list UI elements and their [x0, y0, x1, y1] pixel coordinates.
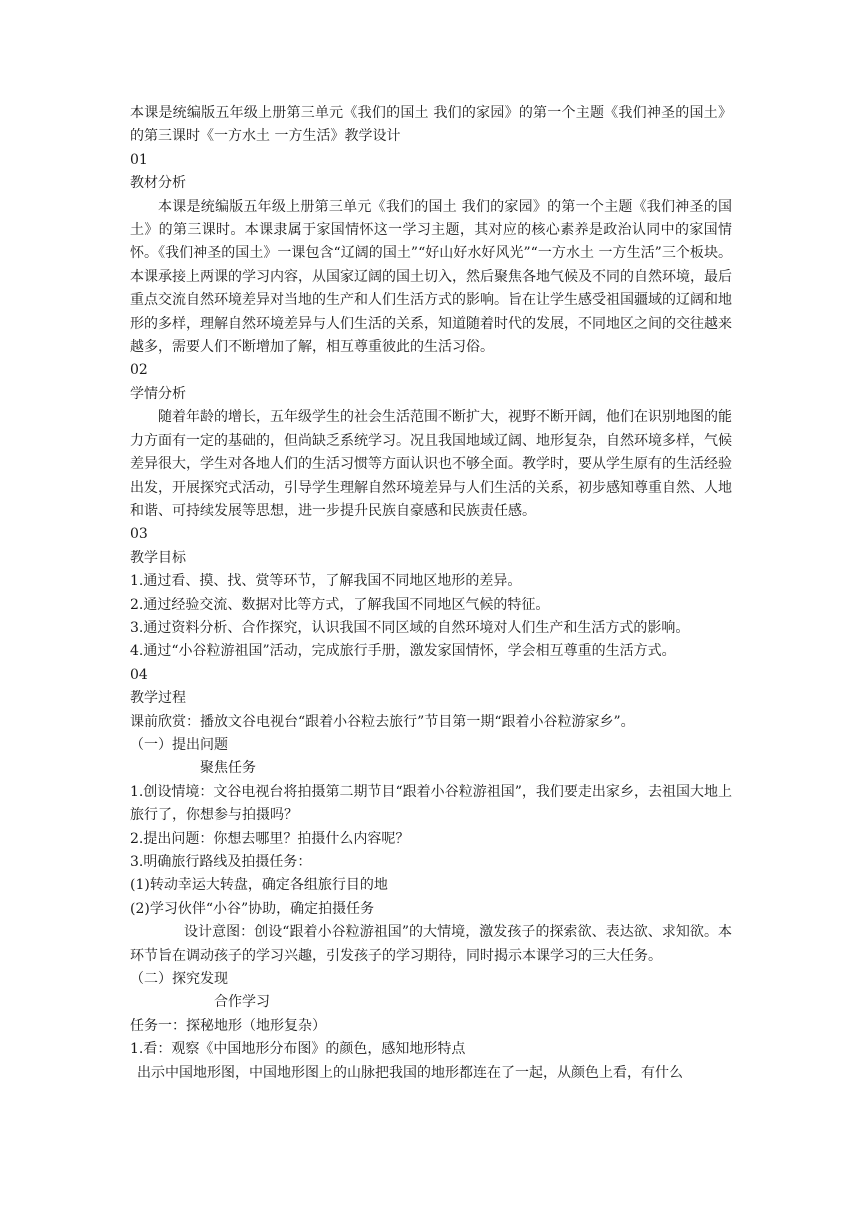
goal-item: 2.通过经验交流、数据对比等方式，了解我国不同地区气候的特征。: [130, 596, 550, 613]
subsection-label: 聚焦任务: [200, 760, 256, 777]
task-heading: 任务一：探秘地形（地形复杂）: [130, 1017, 326, 1034]
section-number: 03: [130, 526, 148, 543]
process-item: (1)转动幸运大转盘，确定各组旅行目的地: [130, 877, 388, 894]
goal-item: 4.通过“小谷粒游祖国”活动，完成旅行手册，激发家国情怀，学会相互尊重的生活方式。: [130, 643, 676, 660]
section-heading: 教学过程: [130, 690, 186, 707]
goal-item: 3.通过资料分析、合作探究，认识我国不同区域的自然环境对人们生产和生活方式的影响。: [130, 619, 690, 636]
section-number: 01: [130, 151, 148, 168]
process-item: 1.看：观察《中国地形分布图》的颜色，感知地形特点: [130, 1041, 466, 1058]
section-number: 02: [130, 362, 148, 379]
section-heading: 学情分析: [130, 385, 186, 402]
subsection-heading: （一）提出问题: [130, 736, 228, 753]
process-item-body: 出示中国地形图，中国地形图上的山脉把我国的地形都连在了一起，从颜色上看，有什么: [137, 1064, 683, 1081]
process-item: (2)学习伙伴“小谷”协助，确定拍摄任务: [130, 900, 375, 917]
goal-item: 1.通过看、摸、找、赏等环节，了解我国不同地区地形的差异。: [130, 573, 522, 590]
pre-class-note: 课前欣赏：播放文谷电视台“跟着小谷粒去旅行”节目第一期“跟着小谷粒游家乡”。: [130, 713, 635, 730]
process-item: 2.提出问题：你想去哪里？拍摄什么内容呢？: [130, 830, 410, 847]
section-heading: 教学目标: [130, 549, 186, 566]
subsection-label: 合作学习: [214, 994, 270, 1011]
process-item: 1.创设情境：文谷电视台将拍摄第二期节目“跟着小谷粒游祖国”，我们要走出家乡，去祖国大地上旅行了，你想参与拍摄吗？: [130, 783, 732, 824]
document-title: 本课是统编版五年级上册第三单元《我们的国土 我们的家园》的第一个主题《我们神圣的国土》的第三课时《一方水土 一方生活》教学设计: [130, 105, 732, 145]
process-item: 3.明确旅行路线及拍摄任务：: [130, 854, 312, 870]
design-intent: 设计意图：创设“跟着小谷粒游祖国”的大情境，激发孩子的探索欲、表达欲、求知欲。本环节旨在调动孩子的学习兴趣，引发孩子的学习期待，同时揭示本课学习的三大任务。: [130, 924, 732, 964]
section-body: 随着年龄的增长，五年级学生的社会生活范围不断扩大，视野不断开阔，他们在识别地图的能力方面有一定的基础的，但尚缺乏系统学习。况且我国地域辽阔、地形复杂，自然环境多样，气候差异很大，学生对各地人们的生活习惯等方面认识也不够全面。教学时，要从学生原有的生活经验出发，开展探究式活动，引导学生理解自然环境差异与人们生活的关系，初步感知尊重自然、人地和谐、可持续发展等思想，进一步提升民族自豪感和民族责任感。: [130, 409, 732, 519]
section-number: 04: [130, 666, 148, 683]
section-body: 本课是统编版五年级上册第三单元《我们的国土 我们的家园》的第一个主题《我们神圣的国土》的第三课时。本课隶属于家国情怀这一学习主题，其对应的核心素养是政治认同中的家国情怀。《我们神圣的国土》一课包含“辽阔的国土”“好山好水好风光”“一方水土 一方生活”三个板块。本课承接上两课的学习内容，从国家辽阔的国土切入，然后聚焦各地气候及不同的自然环境，最后重点交流自然环境差异对当地的生产和人们生活方式的影响。旨在让学生感受祖国疆域的辽阔和地形的多样，理解自然环境差异与人们生活的关系，知道随着时代的发展，不同地区之间的交往越来越多，需要人们不断增加了解，相互尊重彼此的生活习俗。: [130, 198, 732, 356]
section-heading: 教材分析: [130, 175, 186, 192]
subsection-heading: （二）探究发现: [130, 971, 228, 988]
